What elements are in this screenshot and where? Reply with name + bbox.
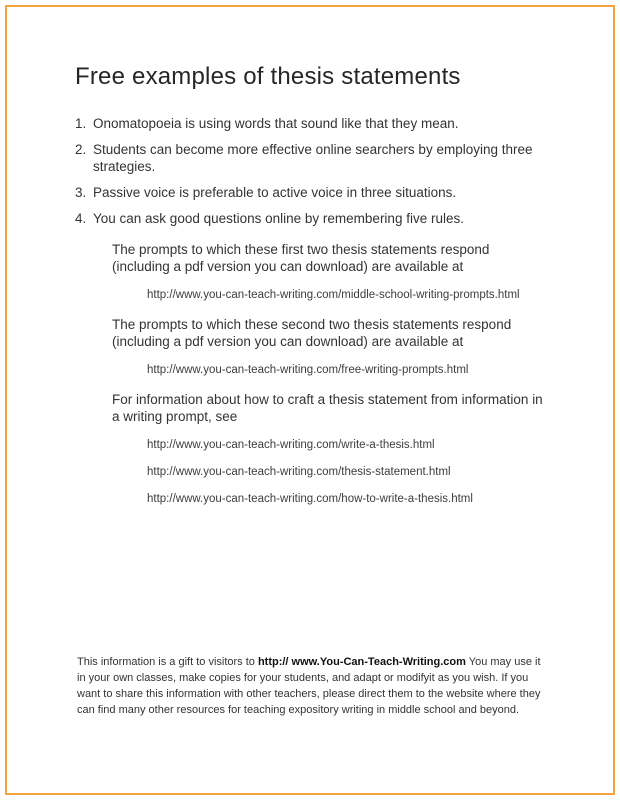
thesis-list: [75, 115, 547, 227]
list-item: [75, 184, 547, 201]
list-item-number: 3.: [75, 185, 87, 200]
list-item-text: Students can become more effective online searchers by employing three strategies.: [93, 142, 533, 174]
footer-site-url[interactable]: http:// www.You-Can-Teach-Writing.com: [257, 656, 466, 668]
document-content: [7, 7, 613, 718]
craft-thesis-note: For information about how to craft a thesis statement from information in a writing prompt, see: [112, 392, 543, 424]
url-link-free-writing-prompts[interactable]: http://www.you-can-teach-writing.com/free-writing-prompts.html: [147, 364, 469, 376]
page-title: Free examples of thesis statements: [75, 63, 461, 90]
list-item-text: You can ask good questions online by remembering five rules.: [93, 211, 464, 226]
url-link-how-to-write-a-thesis[interactable]: http://www.you-can-teach-writing.com/how-to-write-a-thesis.html: [147, 493, 473, 505]
footer-note: [77, 654, 547, 718]
url-link-thesis-statement[interactable]: http://www.you-can-teach-writing.com/thesis-statement.html: [147, 466, 451, 478]
list-item: [75, 141, 547, 175]
footer-text-prefix: This information is a gift to visitors to: [77, 656, 258, 668]
list-item-number: 4.: [75, 211, 87, 226]
list-item-number: 1.: [75, 116, 87, 131]
list-item: [75, 115, 547, 132]
url-link-write-a-thesis[interactable]: http://www.you-can-teach-writing.com/write-a-thesis.html: [147, 439, 435, 451]
url-link-middle-school-prompts[interactable]: http://www.you-can-teach-writing.com/middle-school-writing-prompts.html: [147, 289, 520, 301]
prompt-note-first-two: The prompts to which these first two thesis statements respond (including a pdf version you can download) are available at: [112, 242, 490, 274]
list-item-text: Passive voice is preferable to active voice in three situations.: [93, 185, 457, 200]
list-item-text: Onomatopoeia is using words that sound like that they mean.: [93, 116, 459, 131]
page-border: [5, 5, 615, 795]
prompt-note-second-two: The prompts to which these second two thesis statements respond (including a pdf version you can download) are available at: [112, 317, 512, 349]
list-item: [75, 210, 547, 227]
footer-text-suffix: You may use it in your own classes, make copies for your students, and adapt or modifyit as you wish. If you want to share this information with other teachers, please direct them to the website where they can find many other resources for teaching expository writing in middle school and beyond.: [77, 656, 541, 716]
list-item-number: 2.: [75, 142, 87, 157]
